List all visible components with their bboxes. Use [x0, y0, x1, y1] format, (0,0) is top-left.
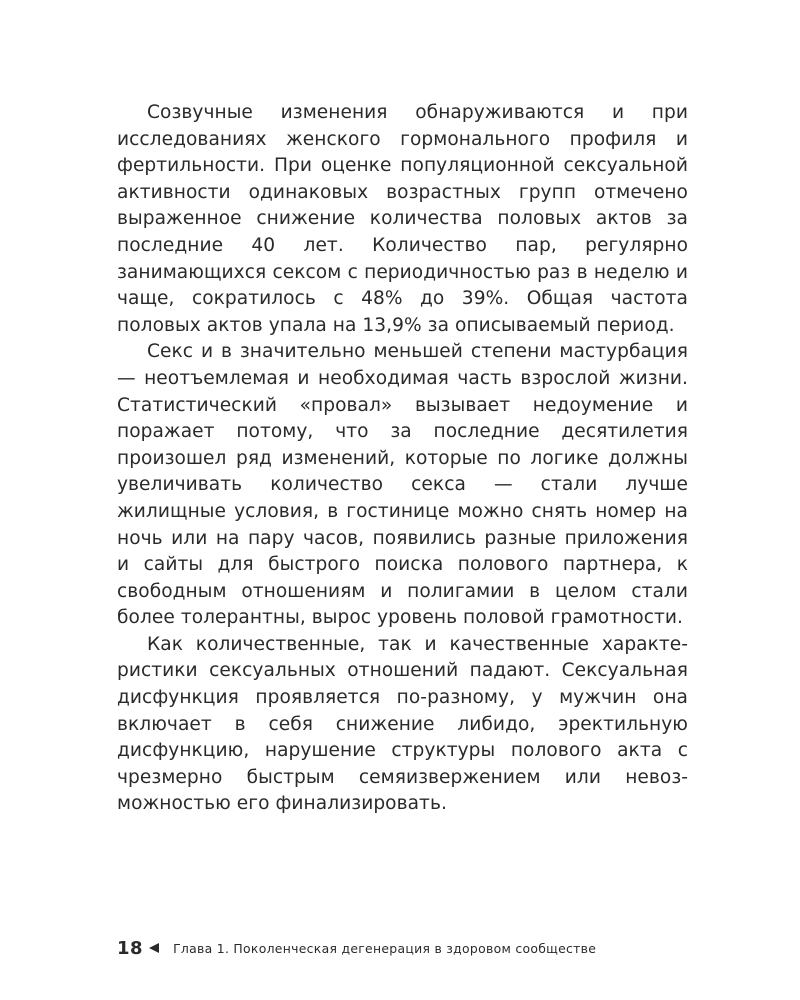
paragraph-2: Секс и в значительно меньшей степени мастурбация — неотъемлемая и необходимая часть взрослой жизни. Статистический «провал» вызывает недоумение и поражает потому, что за последние десятилетия произошел ряд изменений, которые по логике должны увеличивать количество секса — стали лучше жилищные условия, в гостинице можно снять номер на ночь или на пару часов, появились разные приложения и сайты для быстрого поиска полового партнера, к свободным отношениям и полигамии в целом стали более толерантны, вырос уровень половой грамотности.: [117, 341, 688, 629]
main-text: [117, 100, 688, 818]
page-footer: [117, 936, 688, 960]
paragraph-1: Созвучные изменения обнаруживаются и при исследованиях женского гормонального профиля и фертильности. При оценке популяционной сексуальной активности одинаковых возрастных групп отмечено выраженное снижение количества половых актов за последние 40 лет. Количество пар, регулярно занимающихся сексом с периодичностью раз в неделю и чаще, сократилось с 48% до 39%. Общая частота половых актов упала на 13,9% за описываемый период.: [117, 102, 688, 336]
running-head: Глава 1. Поколенческая дегенерация в здоровом сообществе: [173, 940, 597, 956]
page-number: 18: [117, 937, 144, 959]
left-triangle-icon: [149, 943, 159, 953]
paragraph-3: Как количественные, так и качественные характеристики сексуальных отношений падают. Сексуальная дисфункция проявляется по-разному, у мужчин она включает в себя снижение либидо, эректильную дисфункцию, нарушение структуры полового акта с чрезмерно быстрым семяизвержением или невозможностью его финализировать.: [117, 633, 688, 815]
